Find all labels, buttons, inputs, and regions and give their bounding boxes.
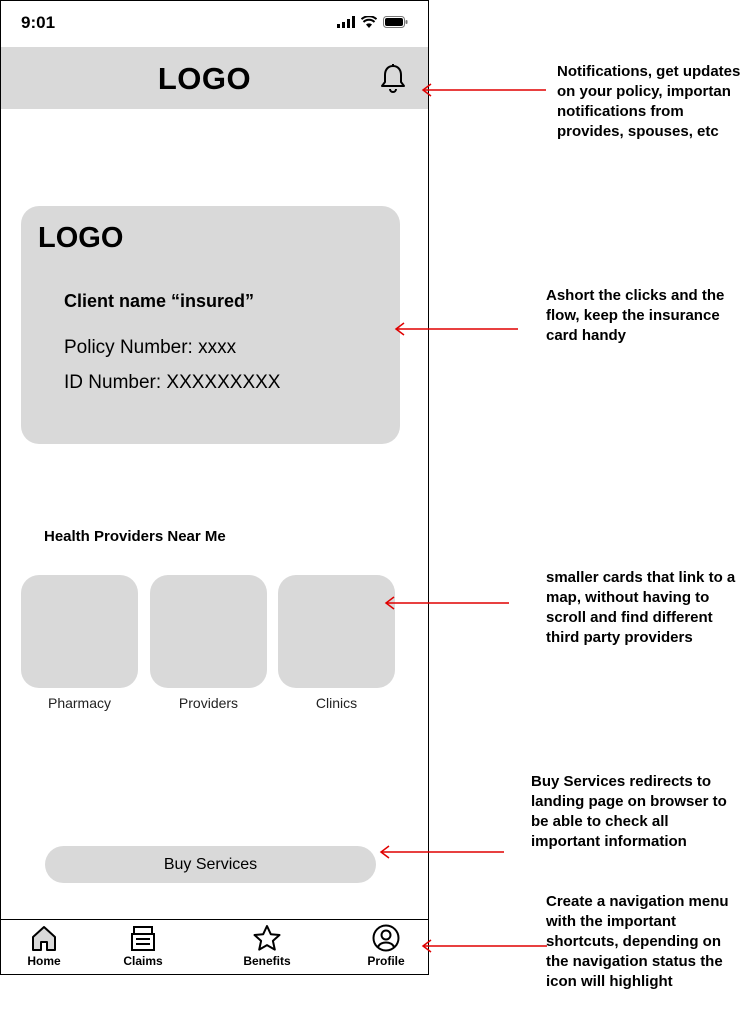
app-header: [1, 47, 428, 109]
nav-item-claims[interactable]: [103, 920, 183, 968]
providers-tile[interactable]: [150, 575, 267, 688]
status-icons: [337, 16, 408, 28]
client-name: Client name “insured”: [64, 291, 255, 311]
providers-title: Health Providers Near Me: [44, 528, 226, 545]
home-icon: [30, 924, 58, 952]
annotation-card: Ashort the clicks and the flow, keep the insurance card handy: [546, 287, 725, 344]
nav-item-home[interactable]: [4, 920, 84, 968]
insurance-card[interactable]: [21, 206, 400, 444]
annotation-buy: Buy Services redirects to landing page on browser to be able to check all important information: [531, 773, 727, 850]
arrow-tiles: [383, 593, 511, 613]
status-time: 9:01: [21, 13, 56, 32]
star-icon: [252, 924, 282, 952]
arrow-nav: [420, 936, 550, 956]
bottom-nav: [1, 919, 428, 975]
signal-icon: [337, 16, 355, 28]
clinics-label: Clinics: [315, 695, 358, 711]
arrow-buy: [378, 842, 506, 862]
annotation-nav: Create a navigation menu with the important shortcuts, depending on the navigation status the icon will highlight: [546, 893, 729, 990]
arrow-card: [393, 319, 521, 339]
nav-label-profile: Profile: [367, 954, 405, 968]
pharmacy-label: Pharmacy: [47, 695, 112, 711]
nav-item-profile[interactable]: [346, 920, 426, 968]
annotation-notifications: Notifications, get updates on your policy, importan notifications from provides, spouses, etc: [557, 63, 741, 140]
nav-label-home: Home: [27, 954, 61, 968]
buy-services-button[interactable]: Buy Services: [45, 846, 376, 883]
clinics-tile[interactable]: [278, 575, 395, 688]
bell-icon[interactable]: [379, 63, 407, 93]
profile-icon: [372, 924, 400, 952]
annotation-tiles: smaller cards that link to a map, without having to scroll and find different third party providers: [546, 569, 736, 646]
card-logo: LOGO: [38, 222, 124, 254]
arrow-notifications: [420, 80, 550, 100]
claims-icon: [129, 924, 157, 952]
nav-label-benefits: Benefits: [243, 954, 291, 968]
pharmacy-tile[interactable]: [21, 575, 138, 688]
status-bar: [1, 1, 428, 47]
battery-icon: [383, 16, 408, 28]
policy-number: Policy Number: xxxx: [64, 337, 237, 358]
wifi-icon: [361, 16, 377, 28]
header-logo: LOGO: [157, 61, 252, 96]
providers-label: Providers: [178, 695, 239, 711]
nav-item-benefits[interactable]: [227, 920, 307, 968]
nav-label-claims: Claims: [123, 954, 163, 968]
id-number: ID Number: XXXXXXXXX: [64, 372, 281, 393]
